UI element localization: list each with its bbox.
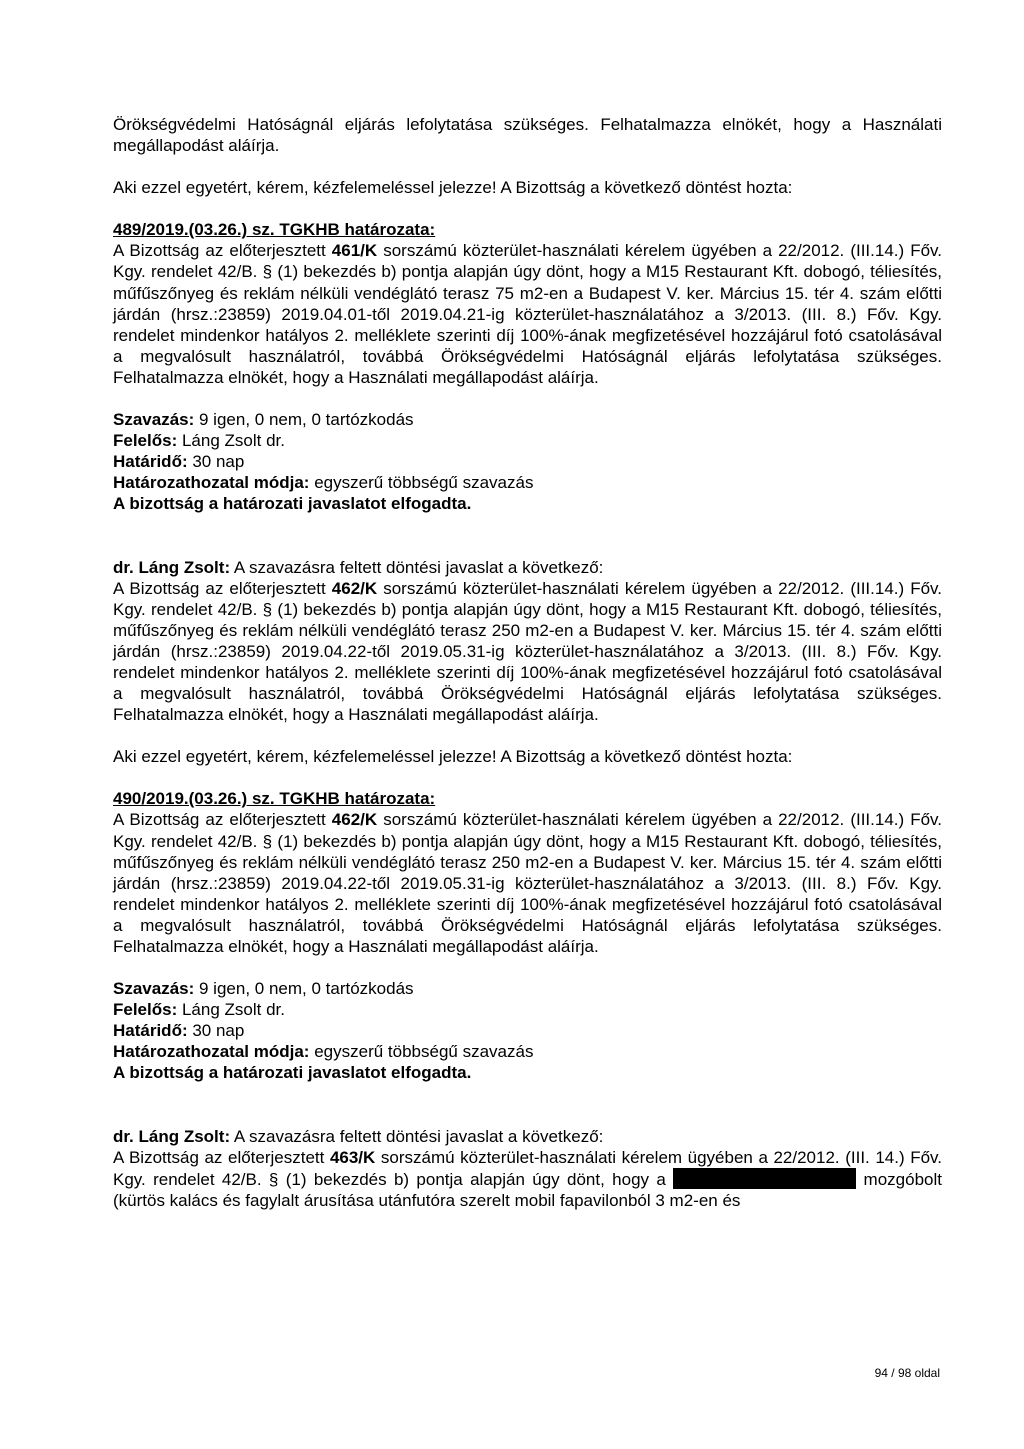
responsible-value: Láng Zsolt dr.	[177, 1000, 285, 1020]
text-span: A Bizottság az előterjesztett	[113, 1147, 330, 1167]
redaction-block	[673, 1168, 856, 1189]
accepted-text: A bizottság a határozati javaslatot elfogadta.	[113, 494, 472, 514]
vote-value: 9 igen, 0 nem, 0 tartózkodás	[194, 410, 414, 430]
responsible-label: Felelős:	[113, 1000, 178, 1020]
resolution-number: 490/2019.(03.26.) sz. TGKHB határozata:	[113, 789, 436, 809]
paragraph: Örökségvédelmi Hatóságnál eljárás lefolytatása szükséges. Felhatalmazza elnökét, hogy a Használati megállapodást aláírja.	[113, 115, 942, 156]
resolution-text	[113, 240, 942, 388]
vote-block	[113, 409, 942, 514]
deadline-label: Határidő:	[113, 1021, 188, 1041]
case-number: 463/K	[329, 1147, 376, 1167]
case-number: 462/K	[331, 810, 378, 830]
responsible	[113, 999, 942, 1020]
text-span: A Bizottság az előterjesztett	[113, 578, 332, 598]
resolution-number: 489/2019.(03.26.) sz. TGKHB határozata:	[113, 220, 436, 240]
text-span: sorszámú közterület-használati kérelem ügyében a 22/2012. (III.14.) Főv. Kgy. rendelet 42/B. § (1) bekezdés b) pontja alapján úgy dönt, hogy a M15 Restaurant Kft. dobogó, téliesítés, műfűszőnyeg és reklám nélküli vendéglátó terasz 250 m2-en a Budapest V. ker. Március 15. tér 4. szám előtti járdán (hrsz.:23859) 2019.04.22-től 2019.05.31-ig közterület-használatához a 3/2013. (III. 8.) Főv. Kgy. rendelet mindenkor hatályos 2. melléklete szerinti díj 100%-ának megfizetésével hozzájárul fotó csatolásával a megvalósult használatról, továbbá Örökségvédelmi Hatóságnál eljárás lefolytatása szükséges. Felhatalmazza elnökét, hogy a Használati megállapodást aláírja.	[113, 810, 942, 956]
vote-block	[113, 978, 942, 1083]
proposal-text	[113, 1147, 942, 1211]
resolution-heading	[113, 219, 942, 240]
responsible-value: Láng Zsolt dr.	[177, 431, 285, 451]
vote-value: 9 igen, 0 nem, 0 tartózkodás	[194, 979, 414, 999]
text-span: mozgóbolt (kürtös kalács és fagylalt árusítása utánfutóra szerelt mobil fapavilonból 3 m2-en és	[113, 1169, 942, 1210]
text-span: A Bizottság az előterjesztett	[113, 241, 332, 261]
deadline-value: 30 nap	[187, 1021, 245, 1041]
method-label: Határozathozatal módja:	[113, 473, 310, 493]
document-page	[113, 114, 942, 1211]
text-span: sorszámú közterület-használati kérelem ügyében a 22/2012. (III.14.) Főv. Kgy. rendelet 42/B. § (1) bekezdés b) pontja alapján úgy dönt, hogy a M15 Restaurant Kft. dobogó, téliesítés, műfűszőnyeg és reklám nélküli vendéglátó terasz 75 m2-en a Budapest V. ker. Március 15. tér 4. szám előtti járdán (hrsz.:23859) 2019.04.01-től 2019.04.21-ig közterület-használatához a 3/2013. (III. 8.) Főv. Kgy. rendelet mindenkor hatályos 2. melléklete szerinti díj 100%-ának megfizetésével hozzájárul fotó csatolásával a megvalósult használatról, továbbá Örökségvédelmi Hatóságnál eljárás lefolytatása szükséges. Felhatalmazza elnökét, hogy a Használati megállapodást aláírja.	[113, 241, 942, 387]
page-number: 94 / 98 oldal	[874, 1366, 940, 1380]
vote-label: Szavazás:	[113, 410, 195, 430]
deadline-label: Határidő:	[113, 452, 188, 472]
method-value: egyszerű többségű szavazás	[309, 1042, 534, 1062]
case-number: 461/K	[331, 241, 378, 261]
decision-method	[113, 1041, 942, 1062]
text-span: sorszámú közterület-használati kérelem ügyében a 22/2012. (III. 14.) Főv. Kgy. rendelet 42/B. § (1) bekezdés b) pontja alapján úgy dönt, hogy a	[113, 1147, 942, 1189]
speaker-name: dr. Láng Zsolt:	[113, 1126, 231, 1146]
speaker-name: dr. Láng Zsolt:	[113, 557, 231, 577]
proposal-text	[113, 578, 942, 726]
accepted-note	[113, 1062, 942, 1083]
accepted-note	[113, 493, 942, 514]
method-label: Határozathozatal módja:	[113, 1042, 310, 1062]
text-span: sorszámú közterület-használati kérelem ügyében a 22/2012. (III.14.) Főv. Kgy. rendelet 42/B. § (1) bekezdés b) pontja alapján úgy dönt, hogy a M15 Restaurant Kft. dobogó, téliesítés, műfűszőnyeg és reklám nélküli vendéglátó terasz 250 m2-en a Budapest V. ker. Március 15. tér 4. szám előtti járdán (hrsz.:23859) 2019.04.22-től 2019.05.31-ig közterület-használatához a 3/2013. (III. 8.) Főv. Kgy. rendelet mindenkor hatályos 2. melléklete szerinti díj 100%-ának megfizetésével hozzájárul fotó csatolásával a megvalósult használatról, továbbá Örökségvédelmi Hatóságnál eljárás lefolytatása szükséges. Felhatalmazza elnökét, hogy a Használati megállapodást aláírja.	[113, 578, 942, 725]
speaker-text: A szavazásra feltett döntési javaslat a következő:	[230, 1126, 604, 1146]
speaker-line	[113, 557, 942, 578]
accepted-text: A bizottság a határozati javaslatot elfogadta.	[113, 1063, 472, 1083]
method-value: egyszerű többségű szavazás	[309, 473, 534, 493]
text-span: A Bizottság az előterjesztett	[113, 810, 332, 830]
speaker-text: A szavazásra feltett döntési javaslat a következő:	[230, 557, 604, 577]
paragraph: Aki ezzel egyetért, kérem, kézfelemeléssel jelezze! A Bizottság a következő döntést hozta:	[113, 747, 793, 767]
decision-method	[113, 472, 942, 493]
speaker-line	[113, 1126, 942, 1147]
case-number: 462/K	[331, 578, 378, 598]
responsible-label: Felelős:	[113, 431, 178, 451]
paragraph: Aki ezzel egyetért, kérem, kézfelemeléssel jelezze! A Bizottság a következő döntést hozta:	[113, 178, 793, 198]
vote-result	[113, 978, 942, 999]
resolution-heading	[113, 788, 942, 809]
deadline-value: 30 nap	[187, 452, 245, 472]
deadline	[113, 451, 942, 472]
vote-result	[113, 409, 942, 430]
resolution-text	[113, 809, 942, 957]
vote-label: Szavazás:	[113, 979, 195, 999]
deadline	[113, 1020, 942, 1041]
responsible	[113, 430, 942, 451]
